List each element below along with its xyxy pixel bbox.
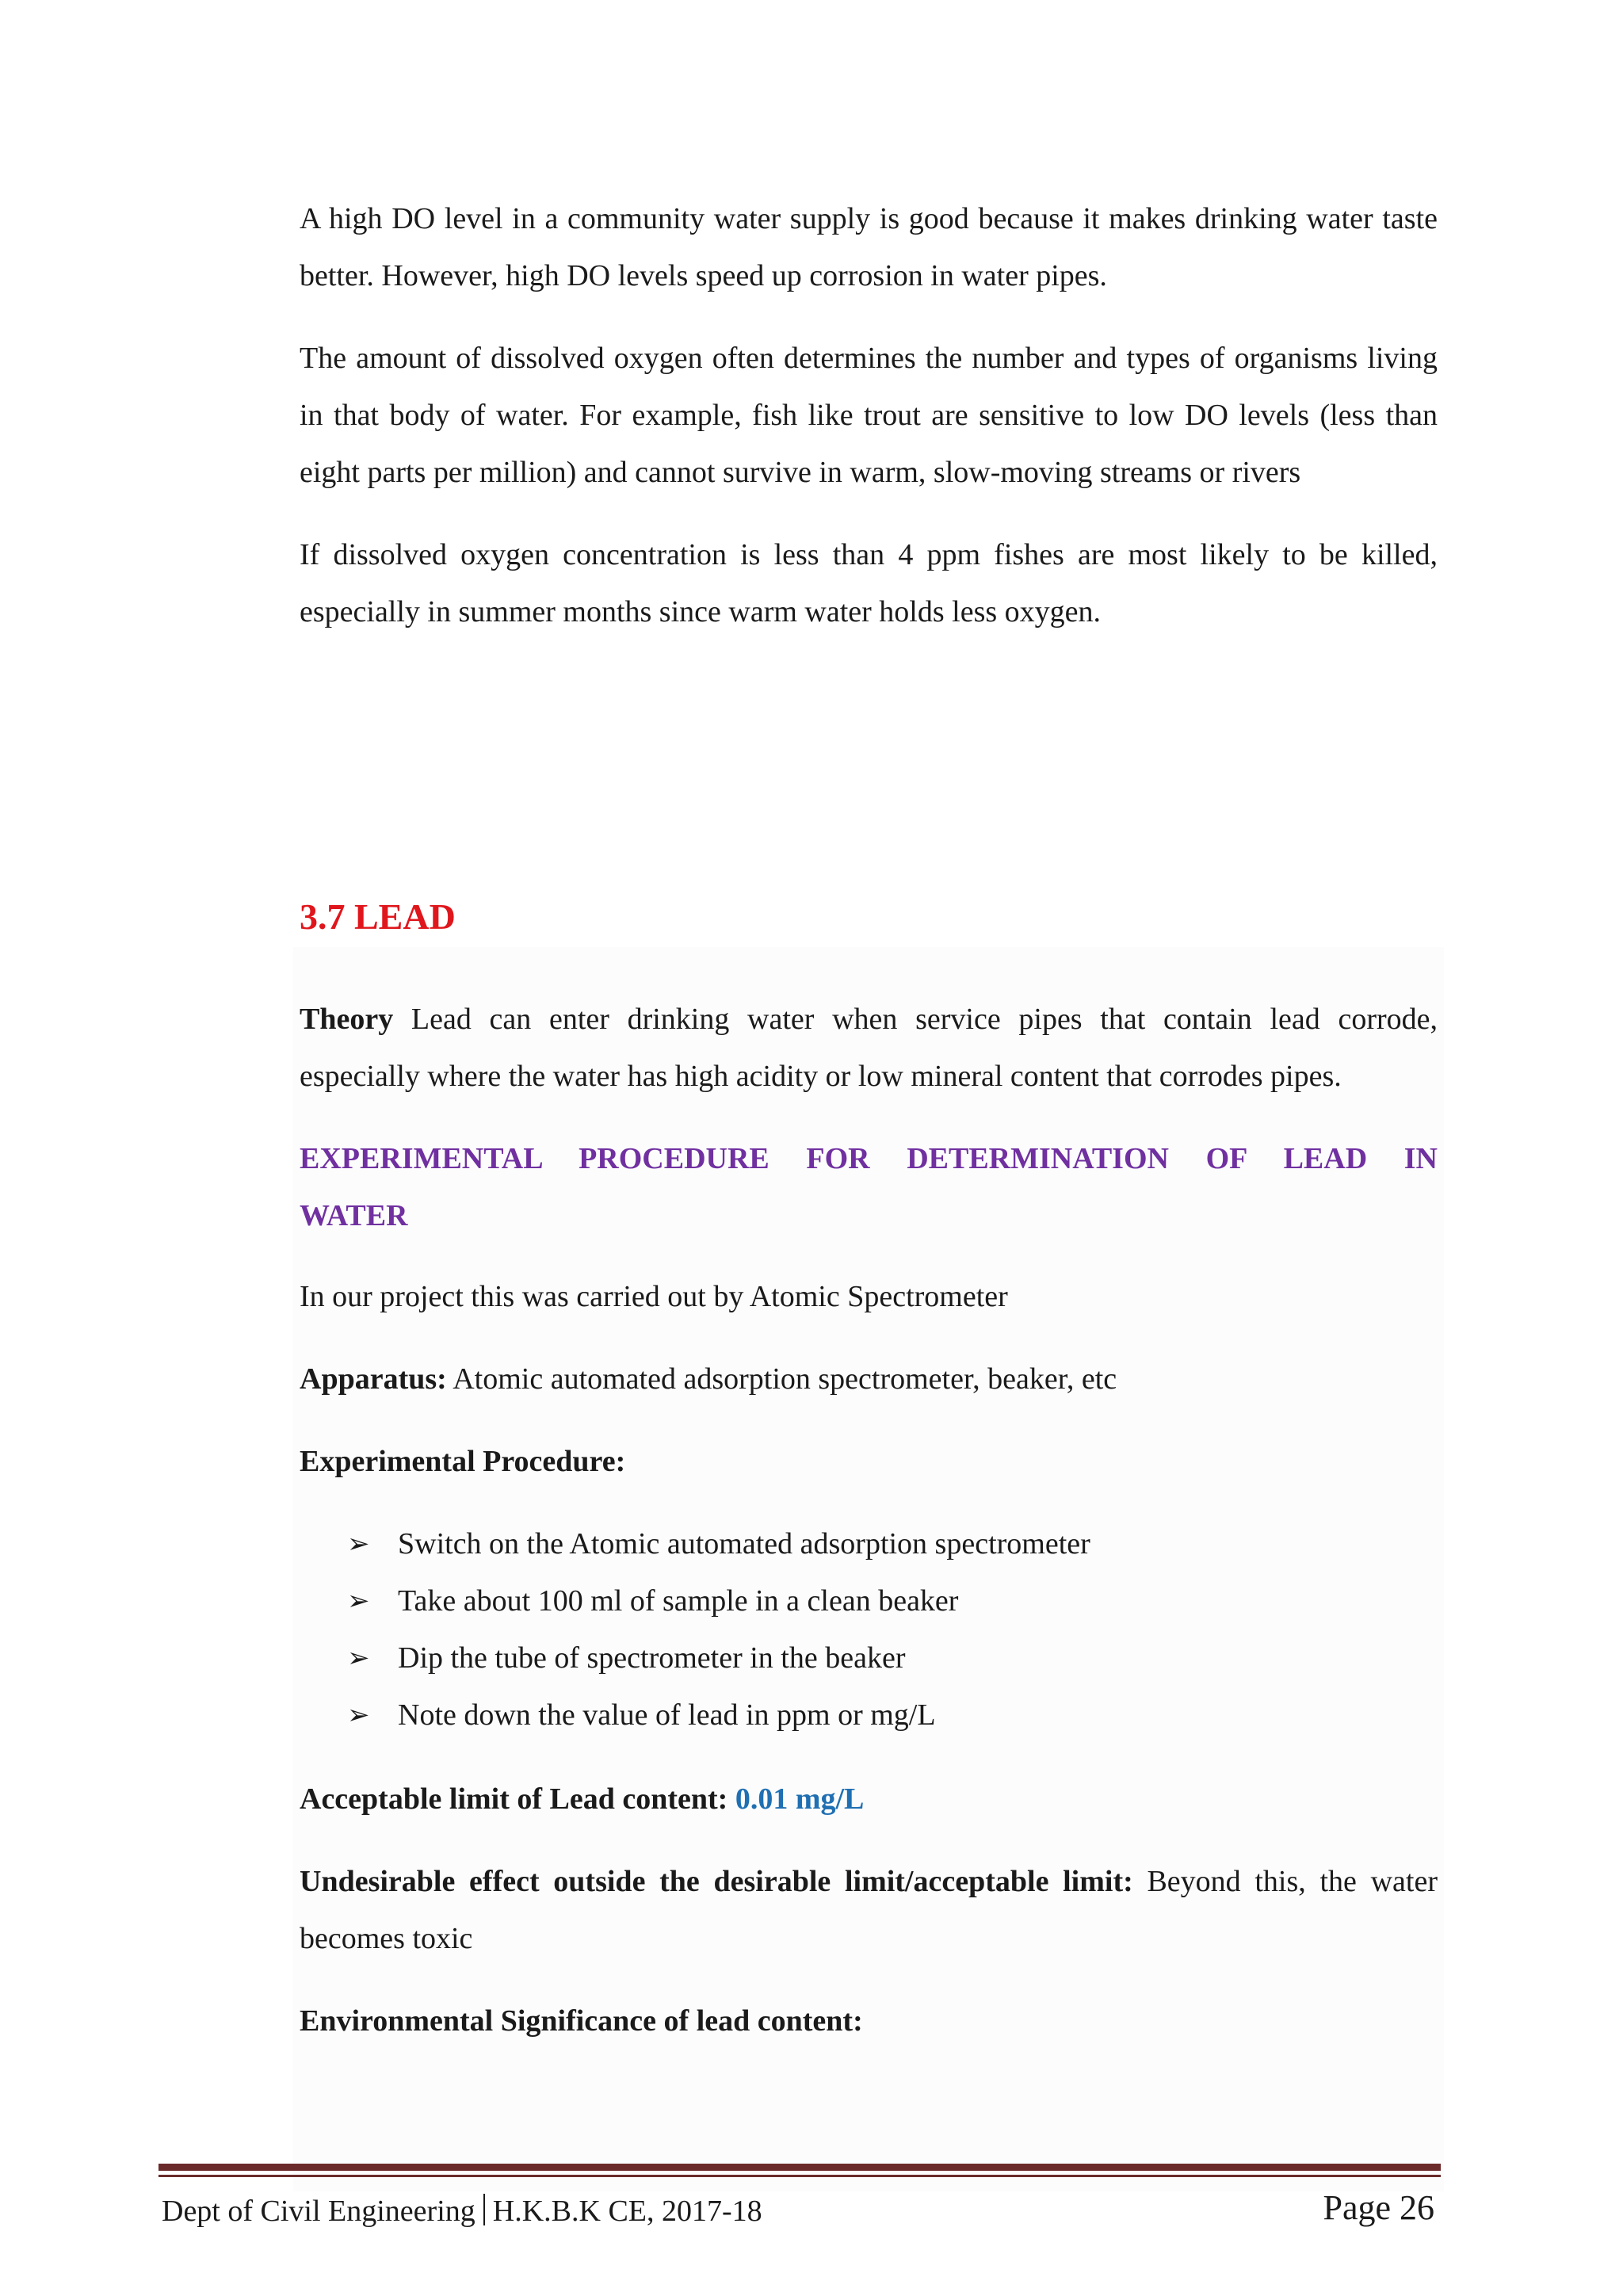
- intro-text: [300, 190, 1438, 666]
- footer-rule-thick: [158, 2164, 1441, 2171]
- procedure-steps: [300, 1515, 1438, 1744]
- list-item: [347, 1515, 1438, 1572]
- list-item: [347, 1572, 1438, 1629]
- paragraph-do-fishes: If dissolved oxygen concentration is less than 4 ppm fishes are most likely to be killed, especially in summer months since warm water holds less oxygen.: [300, 538, 1438, 628]
- step-text: Dip the tube of spectrometer in the beaker: [398, 1641, 906, 1675]
- apparatus-line: [300, 1350, 1438, 1408]
- experimental-procedure-label: Experimental Procedure:: [300, 1445, 626, 1478]
- undesirable-effect-text: Beyond this, the water becomes toxic: [300, 1865, 1438, 1955]
- undesirable-effect-paragraph: [300, 1853, 1438, 1967]
- theory-text: Lead can enter drinking water when service pipes that contain lead corrode, especially where the water has high acidity or low mineral content that corrodes pipes.: [300, 1003, 1438, 1093]
- step-text: Note down the value of lead in ppm or mg/L: [398, 1698, 936, 1732]
- arrowhead-bullet-icon: ➢: [347, 1585, 370, 1617]
- arrowhead-bullet-icon: ➢: [347, 1642, 370, 1674]
- list-item: [347, 1629, 1438, 1687]
- apparatus-label: Apparatus:: [300, 1362, 447, 1396]
- theory-label: Theory: [300, 1003, 394, 1036]
- procedure-heading: EXPERIMENTAL PROCEDURE FOR DETERMINATION OF LEAD IN WATER: [300, 1142, 1438, 1232]
- arrowhead-bullet-icon: ➢: [347, 1699, 370, 1731]
- environmental-significance-label: Environmental Significance of lead content:: [300, 2004, 863, 2038]
- arrowhead-bullet-icon: ➢: [347, 1528, 370, 1560]
- footer-dept: Dept of Civil Engineering: [162, 2195, 475, 2228]
- footer-left: [162, 2189, 762, 2233]
- apparatus-text: Atomic automated adsorption spectrometer, beaker, etc: [446, 1362, 1117, 1396]
- footer-college: H.K.B.K CE, 2017-18: [492, 2195, 762, 2228]
- paragraph-do-supply: A high DO level in a community water supply is good because it makes drinking water taste better. However, high DO levels speed up corrosion in water pipes.: [300, 202, 1438, 292]
- step-text: Take about 100 ml of sample in a clean beaker: [398, 1584, 959, 1618]
- acceptable-limit-line: [300, 1771, 1438, 1828]
- theory-paragraph: [300, 991, 1438, 1105]
- project-note: In our project this was carried out by Atomic Spectrometer: [300, 1280, 1008, 1313]
- footer-separator: [483, 2194, 485, 2225]
- paragraph-do-organisms: The amount of dissolved oxygen often determines the number and types of organisms living in that body of water. For example, fish like trout are sensitive to low DO levels (less than eight parts per million) and cannot survive in warm, slow-moving streams or rivers: [300, 342, 1438, 489]
- step-text: Switch on the Atomic automated adsorption spectrometer: [398, 1527, 1090, 1561]
- acceptable-limit-value: 0.01 mg/L: [735, 1782, 865, 1816]
- list-item: [347, 1687, 1438, 1744]
- lead-section: [300, 991, 1438, 2075]
- section-title: 3.7 LEAD: [300, 896, 456, 937]
- footer-rule-thin: [158, 2175, 1441, 2177]
- page-number: Page 26: [1323, 2188, 1434, 2227]
- acceptable-limit-label: Acceptable limit of Lead content:: [300, 1782, 728, 1816]
- undesirable-effect-label: Undesirable effect outside the desirable limit/acceptable limit:: [300, 1865, 1133, 1898]
